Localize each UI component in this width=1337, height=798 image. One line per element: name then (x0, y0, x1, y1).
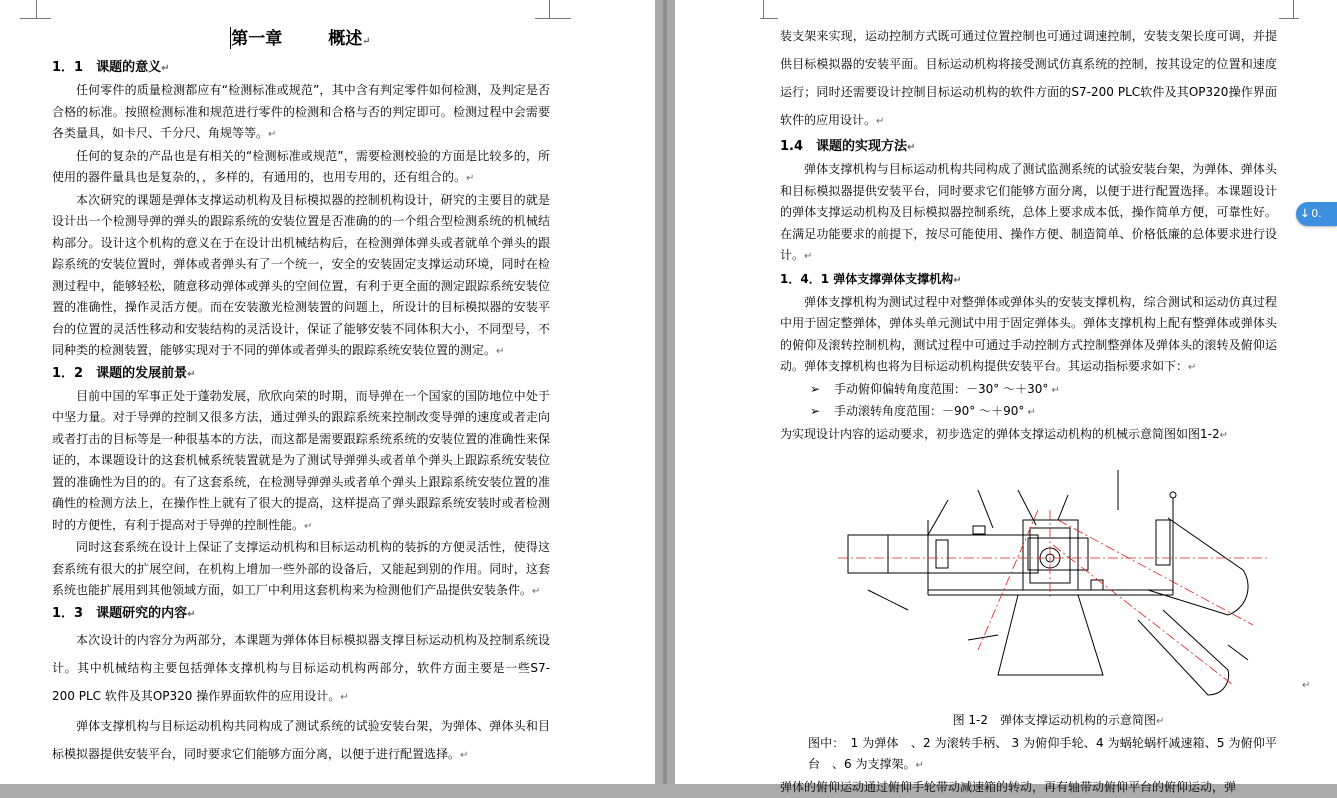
paragraph: 本次研究的课题是弹体支撑运动机构及目标模拟器的控制机构设计，研究的主要目的就是设计出一个检测导弹的弹头的跟踪系统的安装位置是否准确的的一个组合型检测系统的机械结构部分。设计这个机构的意义在于在设计出机械结构后，在检测弹体弹头或者就单个弹头的跟踪系统的安装位置时，弹体或者弹头有了一个统一，安全的安装固定支撑运动环境，同时在检测过程中，能够轻松，随意移动弹体或弹头的空间位置，有利于更全面的测定跟踪系统安装位置的准确性，操作灵活方便。而在安装激光检测装置的问题上，所设计的目标模拟器的安装平台的位置的灵活性移动和安装结构的灵活设计，保证了能够安装不同体积大小，不同型号，不同种类的检测装置，能够实现对于不同的弹体或者弹头的跟踪系统安装位置的测定。↵ (52, 190, 550, 363)
section-heading-1-2: 1．2 课题的发展前景↵ (52, 363, 550, 386)
paragraph: 任何的复杂的产品也是有相关的“检测标准或规范”，需要检测校验的方面是比较多的，所使用的器件量具也是复杂的，，多样的，有通用的，也用专用的，还有组合的。↵ (52, 146, 550, 190)
paragraph: 弹体支撑机构为测试过程中对整弹体或弹体头的安装支撑机构，综合测试和运动仿真过程中用于固定整弹体，弹体头单元测试中用于固定弹体头。弹体支撑机构上配有整弹体或弹体头的俯仰及滚转控制机构，测试过程中可通过手动控制方式控制整弹体及弹体头的滚转及俯仰运动。弹体支撑机构也将为目标运动机构提供安装平台。其运动指标要求如下：↵ (780, 292, 1277, 379)
header-line (535, 18, 571, 19)
text-cursor (230, 27, 231, 49)
mechanism-diagram (848, 450, 1268, 710)
subsection-heading-1-4-1: 1．4．1 弹体支撑弹体支撑机构↵ (780, 268, 1277, 292)
arrow-bullet-icon: ➢ (810, 401, 820, 423)
missile-body-left (848, 535, 1038, 573)
paragraph: 目前中国的军事正处于蓬勃发展，欣欣向荣的时期，而导弹在一个国家的国防地位中处于中坚力量。对于导弹的控制又很多方法，通过弹头的跟踪系统来控制改变导弹的速度或者走向或者打击的目标等是一种很基本的方法，而这都是需要跟踪系统系统的安装位置的准确性来保证的，本课题设计的这套机械系统装置就是为了测试导弹弹头或者单个弹头上跟踪系统安装位置的准确性为目的的。有了这套系统，在检测导弹弹头或者单个弹头上跟踪系统安装位置的准确性的检测方法上，在操作性上就有了很大的提高，这样提高了弹头跟踪系统安装时或者检测时的方便性，有利于提高对于导弹的控制性能。↵ (52, 386, 550, 538)
roll-handle (1170, 492, 1176, 498)
section-heading-1-1: 1．1 课题的意义↵ (52, 57, 550, 80)
bullet-item: ➢ 手动俯仰偏转角度范围：－30° ～＋30° ↵ (780, 379, 1277, 402)
arrow-bullet-icon: ➢ (810, 379, 820, 401)
arrow-down-icon: 🡓 (1302, 202, 1308, 226)
page-corner-mark (535, 0, 550, 19)
header-line (760, 18, 778, 19)
document-page-right (675, 0, 1337, 784)
paragraph: 同时这套系统在设计上保证了支撑运动机构和目标运动机构的装拆的方便灵活性，使得这套系统有很大的扩展空间，在机构上增加一些外部的设备后，又能起到别的作用。同时，这套系统也能扩展用到其他领域方面，如工厂中利用这套机构来为检测他们产品提供安装条件。↵ (52, 537, 550, 603)
paragraph: 为实现设计内容的运动要求，初步选定的弹体支撑运动机构的机械示意简图如图1-2↵ (780, 424, 1277, 447)
paragraph-mark: ↵ (1302, 680, 1310, 691)
paragraph: 装支架来实现，运动控制方式既可通过位置控制也可通过调速控制，安装支架长度可调，并提供目标模拟器的安装平面。目标运动机构将接受测试仿真系统的控制，按其设定的位置和速度运行；同时还需要设计控制目标运动机构的软件方面的S7-200 PLC软件及其OP320操作界面软件的应用设计。↵ (780, 22, 1277, 136)
header-line (1279, 18, 1299, 19)
section-heading-1-4: 1.4 课题的实现方法↵ (780, 136, 1277, 159)
paragraph: 本次设计的内容分为两部分，本课题为弹体体目标模拟器支撑目标运动机构及控制系统设计。其中机械结构主要包括弹体支撑机构与目标运动机构两部分，软件方面主要是一些S7-200 PLC 软件及其OP320 操作界面软件的应用设计。↵ (52, 626, 550, 712)
float-button-label: 0. (1311, 207, 1322, 220)
paragraph: 任何零件的质量检测都应有“检测标准或规范”，其中含有判定零件如何检测，及判定是否合格的标准。按照检测标准和规范进行零件的检测和合格与否的判定即可。检测过程中会需要各类量具，如卡尺、千分尺、角规等等。↵ (52, 80, 550, 146)
page-corner-mark (1279, 0, 1294, 19)
scroll-floating-button[interactable] (1296, 202, 1337, 226)
figure-caption: 图 1-2 弹体支撑运动机构的示意简图↵ (780, 710, 1277, 733)
page-corner-mark (36, 0, 51, 19)
page-corner-mark (763, 0, 778, 19)
paragraph: 弹体的俯仰运动通过俯仰手轮带动减速箱的转动，再有轴带动俯仰平台的俯仰运动，弹 (780, 777, 1277, 798)
mechanism-diagram-drawing (848, 450, 1268, 710)
page-gutter-divider (663, 0, 667, 784)
chapter-title: 第一章 概述↵ (52, 26, 550, 55)
figure-legend: 图中： 1 为弹体 、2 为滚转手柄、 3 为俯仰手轮、4 为蜗轮蜗杆减速箱、5 为俯仰平台 、6 为支撑架。↵ (780, 733, 1277, 777)
document-page-left (0, 0, 655, 784)
bullet-item: ➢ 手动滚转角度范围：－90° ～＋90° ↵ (780, 401, 1277, 424)
paragraph: 弹体支撑机构与目标运动机构共同构成了测试系统的试验安装台架，为弹体、弹体头和目标模拟器提供安装平台，同时要求它们能够方面分离，以便于进行配置选择。↵ (52, 712, 550, 770)
section-heading-1-3: 1．3 课题研究的内容↵ (52, 603, 550, 626)
page-text[interactable] (52, 26, 550, 770)
paragraph: 弹体支撑机构与目标运动机构共同构成了测试监测系统的试验安装台架，为弹体、弹体头和目标模拟器提供安装平台，同时要求它们能够方面分离，以便于进行配置选择。本课题设计的弹体支撑运动机构及目标模拟器控制系统，总体上要求成本低，操作简单方便，可靠性好。在满足功能要求的前提下，按尽可能使用、操作方便、制造简单、价格低廉的总体要求进行设计。↵ (780, 159, 1277, 268)
page-text[interactable] (780, 22, 1277, 798)
header-line (20, 18, 51, 19)
support-frame (998, 595, 1103, 675)
